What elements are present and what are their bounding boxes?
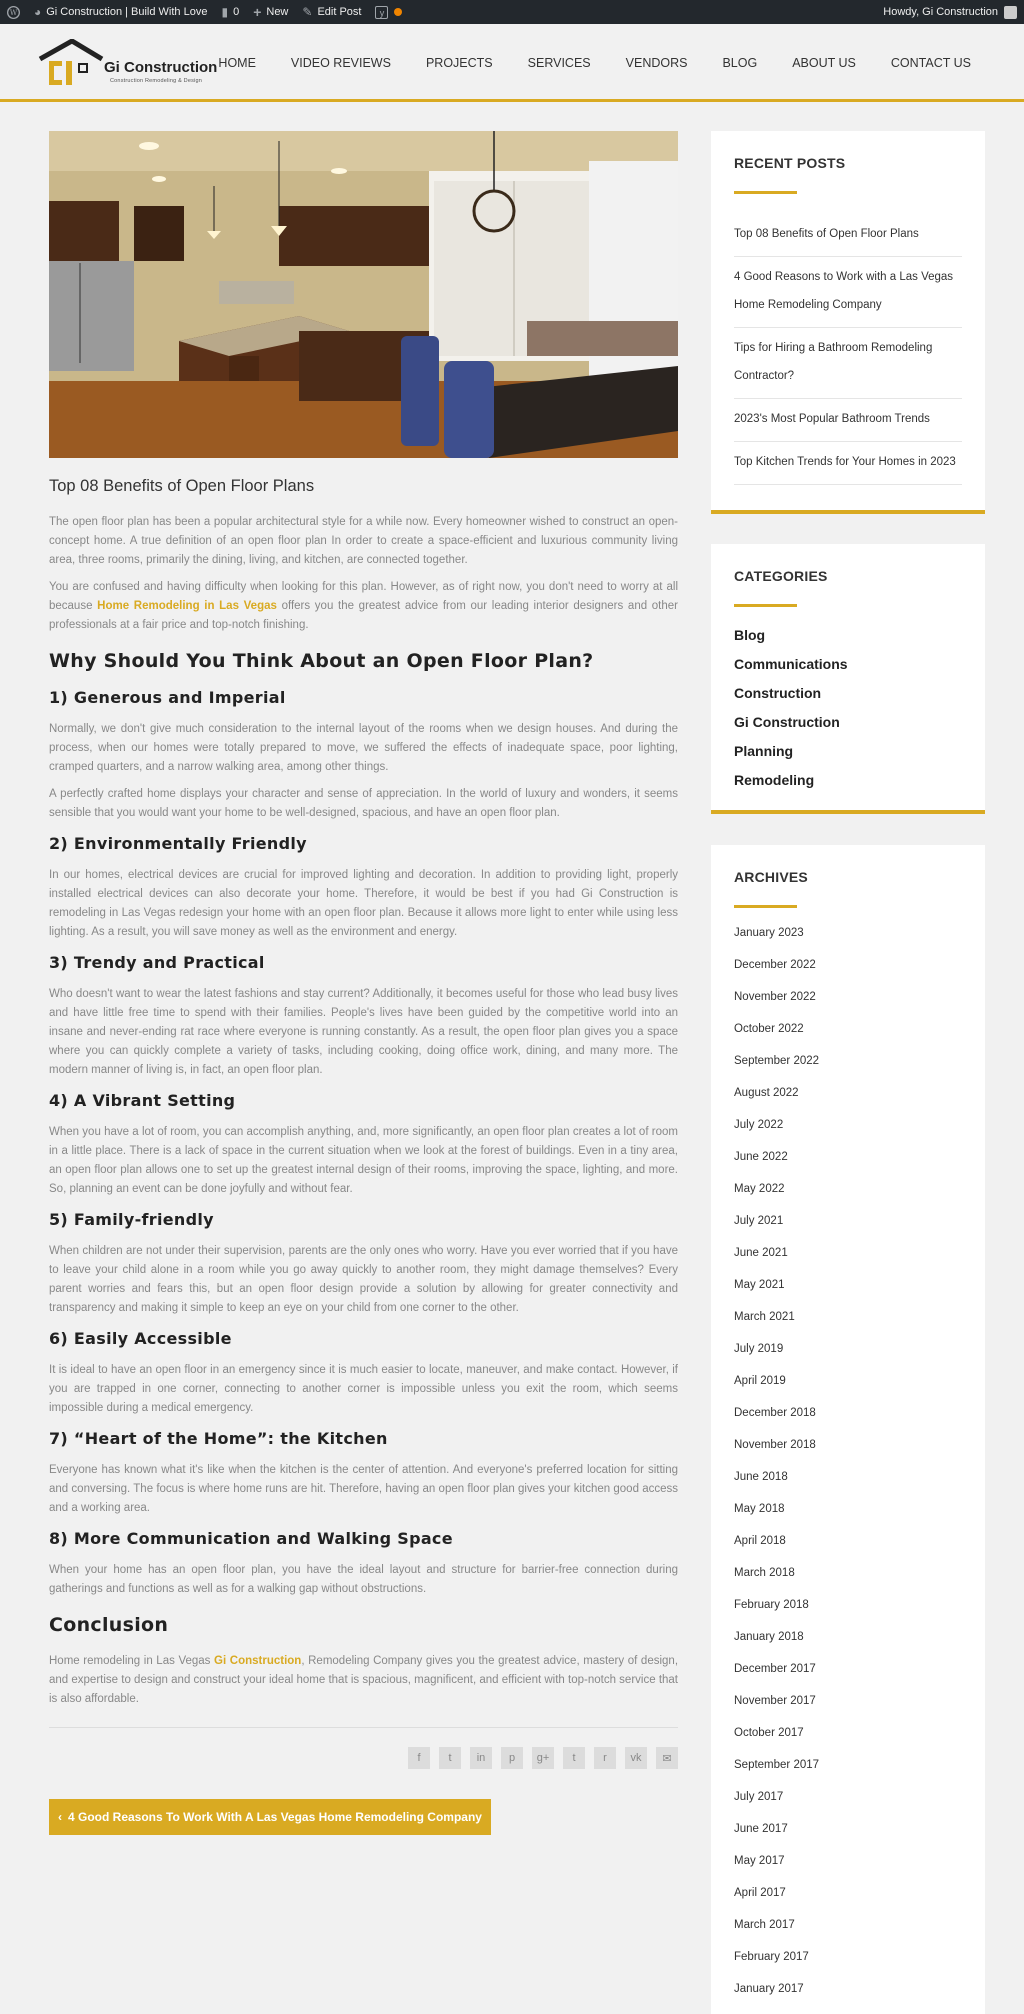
archive-link[interactable]: April 2018	[734, 1535, 786, 1547]
pencil-icon: ✎	[302, 5, 313, 19]
archive-link[interactable]: November 2018	[734, 1439, 816, 1451]
archive-link[interactable]: June 2018	[734, 1471, 788, 1483]
archive-link[interactable]: February 2018	[734, 1599, 809, 1611]
twitter-icon: t	[448, 1752, 452, 1764]
vk-icon: vk	[630, 1752, 642, 1764]
archive-link[interactable]: March 2021	[734, 1311, 795, 1323]
facebook-icon: f	[417, 1752, 421, 1764]
nav-blog[interactable]: BLOG	[722, 56, 758, 70]
chevron-left-icon: ‹	[58, 1810, 62, 1824]
archive-link[interactable]: February 2017	[734, 1951, 809, 1963]
category-link[interactable]: Communications	[734, 656, 848, 672]
archive-link[interactable]: January 2017	[734, 1983, 804, 1995]
archive-link[interactable]: April 2019	[734, 1375, 786, 1387]
reddit-icon: r	[603, 1752, 607, 1764]
archive-link[interactable]: September 2022	[734, 1055, 820, 1067]
nav-video-reviews[interactable]: VIDEO REVIEWS	[290, 56, 391, 70]
archive-link[interactable]: October 2017	[734, 1727, 804, 1739]
gi-construction-link[interactable]: Gi Construction	[214, 1655, 302, 1667]
why-heading: Why Should You Think About an Open Floor Plan?	[49, 650, 594, 672]
section-1-heading: 1) Generous and Imperial	[49, 688, 286, 707]
category-link[interactable]: Planning	[734, 743, 794, 759]
comments-link[interactable]	[214, 0, 246, 24]
share-button[interactable]	[656, 1747, 678, 1769]
section-6-paragraph: It is ideal to have an open floor in an emergency since it is much easier to locate, maneuver, and make contact. However, if you are trapped in one corner, connecting to another corner is impossible unless you exit the room, which seems impossible during a medical emergency.	[49, 1364, 678, 1414]
intro-paragraph-2	[49, 578, 678, 635]
share-buttons	[49, 1747, 678, 1769]
nav-projects[interactable]: PROJECTS	[425, 56, 493, 70]
title-underline	[734, 604, 797, 607]
logo-tagline: Construction Remodeling & Design	[110, 78, 202, 84]
nav-services[interactable]: SERVICES	[527, 56, 591, 70]
section-4-heading: 4) A Vibrant Setting	[49, 1091, 236, 1110]
archive-link[interactable]: July 2017	[734, 1791, 784, 1803]
logo-name: Gi Construction	[104, 59, 218, 76]
conclusion-paragraph	[49, 1652, 678, 1709]
recent-post-link[interactable]: 2023's Most Popular Bathroom Trends	[734, 399, 962, 442]
howdy-text: Howdy, Gi Construction	[883, 6, 998, 18]
archive-link[interactable]: July 2019	[734, 1343, 784, 1355]
wordpress-icon	[7, 6, 20, 19]
share-button[interactable]	[594, 1747, 616, 1769]
recent-post-link[interactable]: Tips for Hiring a Bathroom Remodeling Contractor?	[734, 328, 962, 399]
section-3-heading: 3) Trendy and Practical	[49, 953, 265, 972]
archive-link[interactable]: December 2017	[734, 1663, 816, 1675]
archive-link[interactable]: November 2022	[734, 991, 816, 1003]
share-button[interactable]	[625, 1747, 647, 1769]
archive-link[interactable]: August 2022	[734, 1087, 799, 1099]
archive-link[interactable]: July 2022	[734, 1119, 784, 1131]
archive-link[interactable]: December 2018	[734, 1407, 816, 1419]
archives-list	[734, 917, 962, 2005]
section-8-heading: 8) More Communication and Walking Space	[49, 1529, 453, 1548]
conclusion-heading: Conclusion	[49, 1614, 169, 1636]
googleplus-icon: g+	[536, 1752, 550, 1764]
comments-count: 0	[233, 6, 240, 18]
archive-link[interactable]: September 2017	[734, 1759, 820, 1771]
admin-bar	[0, 0, 1024, 24]
nav-vendors[interactable]: VENDORS	[625, 56, 688, 70]
categories-title: CATEGORIES	[734, 568, 828, 584]
site-name: Gi Construction | Build With Love	[46, 6, 208, 18]
title-underline	[734, 191, 797, 194]
intro2-text-a: You are confused and having difficulty when looking for this plan. However, as of right now, you don't need to worry at all because	[49, 581, 678, 612]
recent-post-link[interactable]: Top Kitchen Trends for Your Homes in 2023	[734, 442, 962, 485]
wp-logo-menu[interactable]	[0, 0, 27, 24]
share-button[interactable]	[501, 1747, 523, 1769]
category-link[interactable]: Construction	[734, 685, 822, 701]
recent-posts-list	[734, 214, 962, 485]
tumblr-icon: t	[572, 1752, 576, 1764]
post-title: Top 08 Benefits of Open Floor Plans	[49, 477, 315, 495]
section-2-paragraph: In our homes, electrical devices are crucial for improved lighting and decoration. In addition to providing light, properly installed electrical devices can also decorate your home. Therefore, it would be best if you had Gi Construction is remodeling in Las Vegas redesign your home with an open floor plan. Because it allows more light to enter while using less lighting. As a result, you will save money as well as the environment and energy.	[49, 869, 678, 938]
share-button[interactable]	[563, 1747, 585, 1769]
svg-text:W: W	[9, 7, 18, 17]
conclusion-text-b: , Remodeling Company gives you the greatest advice, mastery of design, and expertise to design and construct your ideal home that is spacious, magnificent, and efficient with top-notch service that is also affordable.	[49, 1655, 679, 1705]
archive-link[interactable]: June 2022	[734, 1151, 788, 1163]
share-divider	[49, 1727, 678, 1728]
archive-link[interactable]: May 2022	[734, 1183, 785, 1195]
share-button[interactable]	[532, 1747, 554, 1769]
archive-link[interactable]: May 2017	[734, 1855, 785, 1867]
section-1-paragraph-2: A perfectly crafted home displays your character and sense of appreciation. In the world of luxury and wonders, it seems sensible that you would want your home to be well-designed, spacious, and have an open floor plan.	[49, 788, 678, 819]
archive-link[interactable]: June 2021	[734, 1247, 788, 1259]
conclusion-text-a: Home remodeling in Las Vegas	[49, 1655, 215, 1667]
new-label: New	[266, 6, 289, 18]
previous-post-label: 4 Good Reasons To Work With A Las Vegas Home Remodeling Company	[68, 1810, 482, 1824]
category-link[interactable]: Blog	[734, 627, 766, 643]
section-4-paragraph: When you have a lot of room, you can accomplish anything, and, more significantly, an open floor plan creates a lot of room in a little place. There is a lack of space in the current situation when we look at the forest of buildings. Even in a tiny area, an open floor plan allows one to set up the greatest internal design of their rooms, improving the space, lighting, and more. So, planning an event can be done joyfully and without fear.	[49, 1126, 678, 1195]
share-button[interactable]	[408, 1747, 430, 1769]
archives-widget	[711, 845, 985, 2014]
recent-posts-widget	[711, 131, 985, 514]
recent-posts-title: RECENT POSTS	[734, 155, 846, 171]
recent-post-link[interactable]: Top 08 Benefits of Open Floor Plans	[734, 214, 962, 257]
categories-widget	[711, 544, 985, 814]
archive-link[interactable]: March 2018	[734, 1567, 795, 1579]
featured-image	[49, 131, 678, 458]
home-remodeling-link[interactable]: Home Remodeling in Las Vegas	[97, 600, 277, 612]
section-6-heading: 6) Easily Accessible	[49, 1329, 232, 1348]
archive-link[interactable]: October 2022	[734, 1023, 804, 1035]
edit-post-link[interactable]	[295, 0, 368, 24]
category-link[interactable]: Gi Construction	[734, 714, 840, 730]
share-button[interactable]	[439, 1747, 461, 1769]
plus-icon: +	[253, 4, 262, 20]
section-5-paragraph: When children are not under their supervision, parents are the only ones who worry. Have you ever worried that if you have to leave your child alone in a room while you go away quickly to another room, they might damage themselves? Every parent worries and fears this, but an open floor design provide a solution by allowing for greater connectivity and transparency and making it simple to keep an eye on your child from one corner to the other.	[49, 1245, 678, 1314]
share-button[interactable]	[470, 1747, 492, 1769]
previous-post-button[interactable]	[49, 1799, 491, 1835]
kitchen-photo	[49, 131, 678, 458]
new-content-link[interactable]	[246, 0, 295, 24]
seo-menu[interactable]	[368, 0, 409, 24]
category-link[interactable]: Remodeling	[734, 772, 815, 788]
my-account-menu[interactable]	[876, 0, 1024, 24]
nav-contact-us[interactable]: CONTACT US	[890, 56, 971, 70]
section-7-heading: 7) “Heart of the Home”: the Kitchen	[49, 1429, 388, 1448]
archive-link[interactable]: December 2022	[734, 959, 816, 971]
archive-link[interactable]: January 2018	[734, 1631, 804, 1643]
archive-link[interactable]: January 2023	[734, 927, 804, 939]
email-icon: ✉	[662, 1752, 672, 1765]
house-logo-icon	[38, 39, 104, 89]
pinterest-icon: p	[508, 1752, 516, 1764]
nav-about-us[interactable]: ABOUT US	[792, 56, 856, 70]
edit-post-label: Edit Post	[317, 6, 362, 18]
seo-status-dot-icon	[394, 8, 402, 16]
archive-link[interactable]: November 2017	[734, 1695, 816, 1707]
section-7-paragraph: Everyone has known what it's like when the kitchen is the center of attention. And everyone's preferred location for sitting and conversing. The focus is where home runs are hit. Therefore, having an open floor plan gives your kitchen good access and a working area.	[49, 1464, 678, 1514]
archives-title: ARCHIVES	[734, 869, 808, 885]
intro2-text-b: offers you the greatest advice from our leading interior designers and other professionals at a fair price and top-notch finishing.	[49, 600, 678, 631]
title-underline	[734, 905, 797, 908]
archive-link[interactable]: June 2017	[734, 1823, 788, 1835]
section-5-heading: 5) Family-friendly	[49, 1210, 214, 1229]
archive-link[interactable]: April 2017	[734, 1887, 786, 1899]
intro-paragraph-1: The open floor plan has been a popular architectural style for a while now. Every homeowner wished to construct an open-concept home. A true definition of an open floor plan In order to create a space-efficient and luxurious community living area, three rooms, primarily the dining, living, and kitchen, are connected together.	[49, 516, 678, 566]
archive-link[interactable]: May 2021	[734, 1279, 785, 1291]
categories-list	[734, 621, 962, 795]
section-3-paragraph: Who doesn't want to wear the latest fashions and stay current? Additionally, it becomes useful for those who lead busy lives and have little free time to spend with their families. People's lives have been guided by the competitive world into an insane and never-ending rat race where everyone is running constantly. As a result, the open floor plan gives you a space where you can quickly complete a variety of tasks, including cooking, doing office work, dining, and many more. The modern manner of living is, in fact, an open floor plan.	[49, 988, 678, 1076]
site-name-link[interactable]	[27, 0, 214, 24]
main-nav	[183, 24, 971, 102]
section-8-paragraph: When your home has an open floor plan, you have the ideal layout and structure for barrier-free connection during gatherings and functions as well as for a walking gap without obstructions.	[49, 1564, 678, 1595]
dashboard-icon: ◕	[34, 5, 42, 19]
site-header	[0, 24, 1024, 102]
article	[49, 131, 678, 1835]
archive-link[interactable]: May 2018	[734, 1503, 785, 1515]
archive-link[interactable]: July 2021	[734, 1215, 784, 1227]
archive-link[interactable]: March 2017	[734, 1919, 795, 1931]
comment-icon: ▮	[221, 5, 229, 19]
section-1-paragraph-1: Normally, we don't give much consideration to the internal layout of the rooms when we design houses. And during the process, when our homes were totally prepared to move, we suffered the effects of inadequate space, poor lighting, cramped quarters, and a narrow walking area, among other things.	[49, 723, 678, 773]
yoast-icon: y	[375, 6, 388, 19]
recent-post-link[interactable]: 4 Good Reasons to Work with a Las Vegas Home Remodeling Company	[734, 257, 962, 328]
nav-home[interactable]: HOME	[218, 56, 256, 70]
linkedin-icon: in	[476, 1752, 486, 1764]
section-2-heading: 2) Environmentally Friendly	[49, 834, 307, 853]
avatar	[1004, 6, 1017, 19]
